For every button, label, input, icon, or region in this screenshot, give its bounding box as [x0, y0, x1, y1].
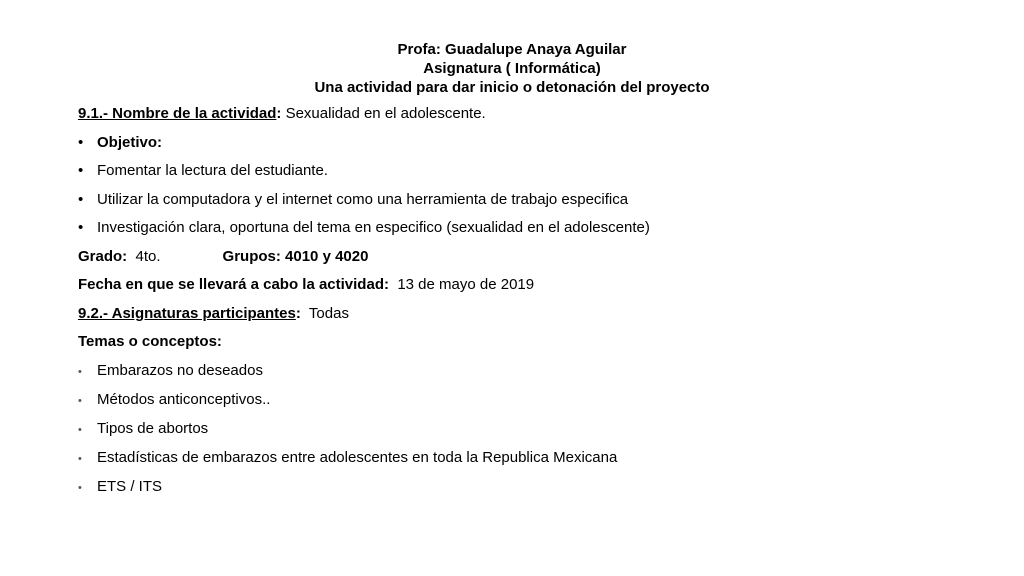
topic-item: [78, 390, 978, 419]
grade-value: 4to.: [127, 247, 161, 265]
activity-name-line: [78, 104, 978, 133]
bullet-icon: •: [78, 133, 84, 151]
topics-heading: [78, 332, 978, 361]
activity-name-label: 9.1.- Nombre de la actividad: [78, 105, 277, 122]
bullet-icon: •: [78, 190, 84, 208]
subjects-colon: :: [295, 304, 301, 322]
teacher-name: Profa: Guadalupe Anaya Aguilar: [397, 41, 627, 58]
subject-title: Asignatura ( Informática): [423, 60, 601, 77]
date-label: Fecha en que se llevará a cabo la actividad: [78, 276, 384, 293]
bullet-icon: •: [78, 219, 84, 236]
activity-name-value: Sexualidad en el adolescente.: [281, 105, 486, 122]
objective-item-text: Utilizar la computadora y el internet como una herramienta de trabajo especifica: [97, 190, 629, 208]
bullet-icon: •: [78, 162, 84, 179]
topic-item-text: ETS / ITS: [97, 478, 163, 495]
objective-title: Objetivo:: [97, 133, 163, 151]
topic-item: [78, 448, 978, 477]
subjects-label: 9.2.- Asignaturas participantes: [78, 304, 296, 322]
grade-label: Grado:: [78, 247, 128, 265]
topic-item: [78, 419, 978, 448]
objective-item-text: Investigación clara, oportuna del tema en especifico (sexualidad en el adolescente): [97, 219, 650, 236]
objective-item: [78, 161, 978, 190]
objective-item-text: Fomentar la lectura del estudiante.: [97, 162, 328, 179]
bullet-icon: •: [78, 395, 82, 407]
topic-item-text: Métodos anticonceptivos..: [97, 391, 271, 408]
bullet-icon: •: [78, 366, 82, 378]
subjects-line: [78, 304, 978, 333]
date-value: 13 de mayo de 2019: [388, 276, 535, 293]
objective-heading: [78, 133, 978, 162]
topic-item-text: Tipos de abortos: [97, 420, 209, 437]
slide-header: [0, 40, 1024, 97]
topics-title: Temas o conceptos:: [78, 333, 222, 350]
date-colon: :: [383, 276, 389, 293]
objective-item: [78, 218, 978, 247]
topic-item-text: Estadísticas de embarazos entre adolescentes en toda la Republica Mexicana: [97, 449, 618, 466]
topic-item: [78, 361, 978, 390]
subjects-value: Todas: [300, 304, 349, 322]
slide-content: [78, 104, 978, 506]
activity-name-colon: :: [276, 105, 282, 122]
objective-item: [78, 190, 978, 219]
grade-line: [78, 247, 978, 276]
activity-subtitle: Una actividad para dar inicio o detonación del proyecto: [314, 79, 710, 96]
topic-item: [78, 477, 978, 506]
date-line: [78, 275, 978, 304]
bullet-icon: •: [78, 453, 82, 465]
bullet-icon: •: [78, 424, 82, 436]
topic-item-text: Embarazos no deseados: [97, 362, 263, 379]
bullet-icon: •: [78, 482, 82, 494]
groups-label: Grupos: 4010 y 4020: [222, 247, 369, 265]
